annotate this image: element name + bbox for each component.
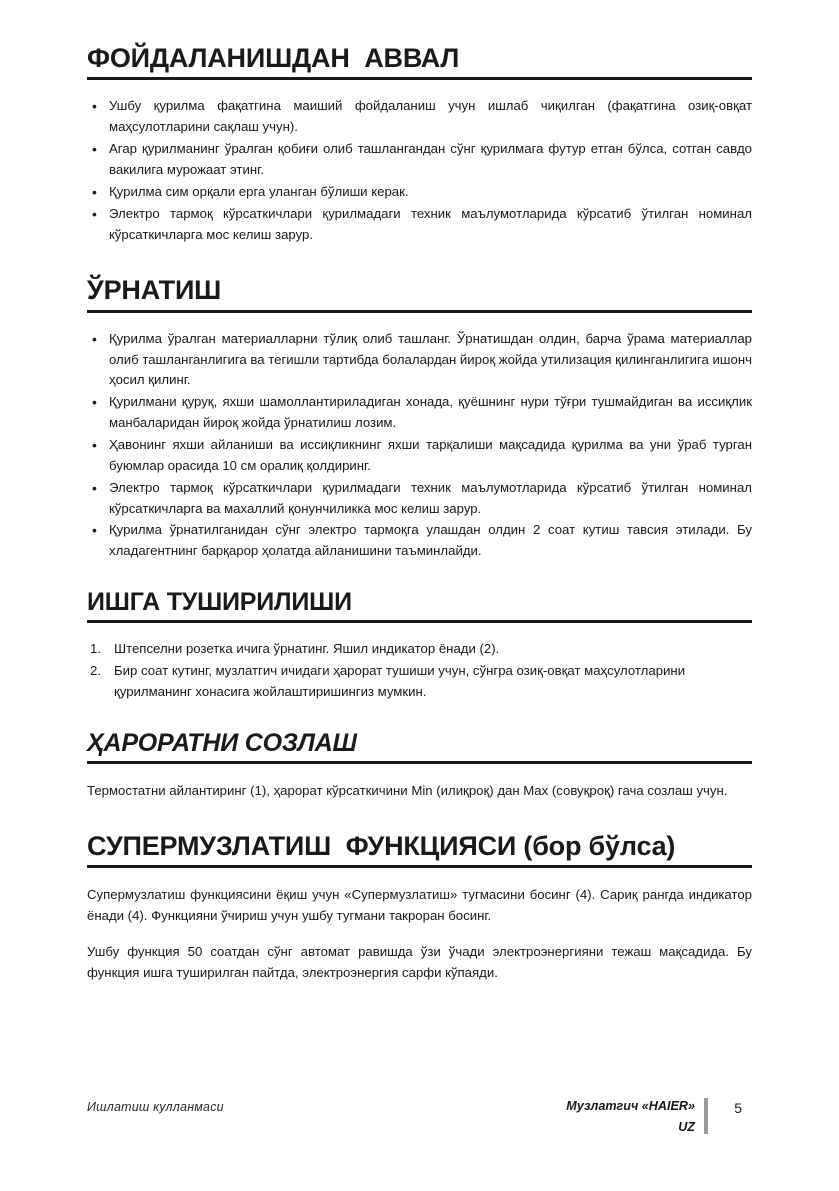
list-item: • Агар қурилманинг ўралган қобиғи олиб ташлангандан сўнг қурилмага футур етган бўлса, сотган савдо вакилига мурожаат этинг. (87, 139, 752, 181)
section-heading-installation: ЎРНАТИШ (87, 276, 752, 312)
spacer (87, 623, 752, 639)
section-heading-temperature: ҲАРОРАТНИ СОЗЛАШ (87, 730, 752, 764)
section-before-use (87, 44, 752, 245)
section-heading-superfreeze: СУПЕРМУЗЛАТИШ ФУНКЦИЯСИ (бор бўлса) (87, 832, 752, 868)
section-superfreeze (87, 832, 752, 984)
paragraph: Супермузлатиш функциясини ёқиш учун «Супермузлатиш» тугмасини босинг (4). Сариқ рангда индикатор ёнади (4). Функцияни ўчириш учун ушбу тугмани такроран босинг. (87, 886, 752, 924)
spacer (87, 313, 752, 329)
spacer (87, 246, 752, 276)
spacer (87, 802, 752, 832)
paragraph: Ушбу функция 50 соатдан сўнг автомат равишда ўзи ўчади электроэнергияни тежаш мақсадида. Бу функция ишга туширилган пайтда, электроэнергия сарфи кўпаяди. (87, 943, 752, 981)
spacer (87, 764, 752, 780)
footer-manual-label: Ишлатиш кулланмаси (87, 1100, 224, 1114)
paragraph: Термостатни айлантиринг (1), ҳарорат кўрсаткичини Min (илиқроқ) дан Max (совуқроқ) гача созлаш учун. (87, 783, 728, 799)
section-temperature (87, 730, 752, 802)
list-item: Штепселни розетка ичига ўрнатинг. Яшил индикатор ёнади (2). (114, 641, 500, 657)
section-heading-startup: ИШГА ТУШИРИЛИШИ (87, 589, 752, 623)
page-content (87, 44, 752, 983)
list-item: Бир соат кутинг, музлатгич ичидаги ҳарорат тушиши учун, сўнгра озиқ-овқат маҳсулотларини қурилманинг хонасига жойлаштиришингиз мумкин. (114, 663, 686, 700)
section-heading-before-use: ФОЙДАЛАНИШДАН АВВАЛ (87, 44, 752, 80)
page-number: 5 (734, 1100, 742, 1116)
footer-product-info (566, 1096, 695, 1138)
list-item: • Электро тармоқ кўрсаткичлари қурилмадаги техник маълумотларида кўрсатиб ўтилган номинал кўрсаткичларга ва махаллий қонунчиликка мос келиш зарур. (87, 478, 752, 520)
list-item: • Ҳавонинг яхши айланиши ва иссиқликнинг яхши тарқалиши мақсадида қурилма ва уни ўраб турган буюмлар орасида 10 см оралиқ қолдиринг. (87, 435, 752, 477)
footer-product-name: Музлатгич «HAIER» (566, 1099, 695, 1113)
bullet-list-installation (87, 329, 752, 562)
list-item: • Қурилмани қуруқ, яхши шамоллантириладиган хонада, қуёшнинг нури тўғри тушмайдиган ва иссиқлик манбаларидан йироқ жойда ўрнатилиш лозим. (87, 392, 752, 434)
spacer (87, 868, 752, 884)
footer-divider (704, 1098, 708, 1134)
list-item: • Қурилма ўралган материалларни тўлиқ олиб ташланг. Ўрнатишдан олдин, барча ўрама материаллар олиб ташланганлигига ва тегишли тартибда болалардан йироқ жойда утилизация қилинганлигига ишонч ҳосил қилинг. (87, 329, 752, 392)
section-startup (87, 589, 752, 703)
footer-language-code: UZ (678, 1119, 695, 1134)
spacer (87, 80, 752, 96)
list-item: • Қурилма ўрнатилганидан сўнг электро тармоқга улашдан олдин 2 соат кутиш тавсия этилади. Бу хладагентнинг барқарор ҳолатда айланишини таъминлайди. (87, 520, 752, 562)
page-footer (87, 1096, 752, 1156)
section-installation (87, 276, 752, 562)
list-item: • Ушбу қурилма фақатгина маиший фойдаланиш учун ишлаб чиқилган (фақатгина озиқ-овқат маҳсулотларини сақлаш учун). (87, 96, 752, 138)
spacer (87, 563, 752, 589)
bullet-list-before-use (87, 96, 752, 245)
spacer (87, 704, 752, 730)
list-item: • Электро тармоқ кўрсаткичлари қурилмадаги техник маълумотларида кўрсатиб ўтилган номинал кўрсаткичларга мос келиш зарур. (87, 204, 752, 246)
numbered-list-startup (87, 639, 752, 703)
list-item: • Қурилма сим орқали ерга уланган бўлиши керак. (87, 182, 752, 203)
